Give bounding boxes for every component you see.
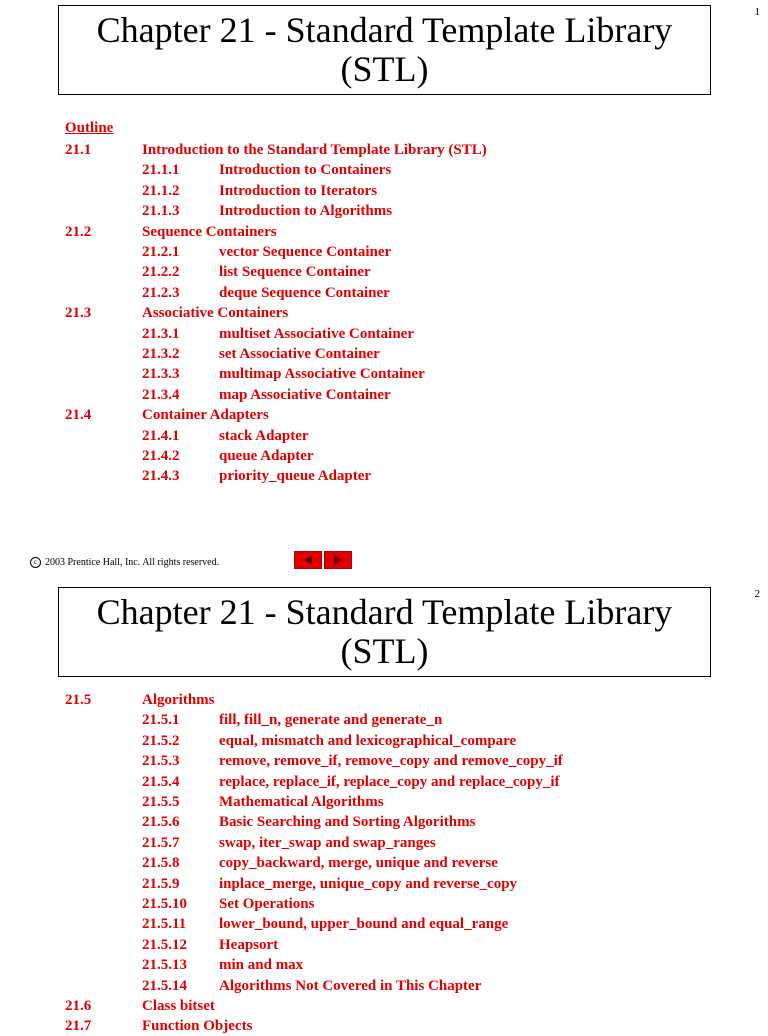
- toc-number: 21.5.2: [142, 732, 180, 749]
- triangle-left-icon: [304, 555, 312, 565]
- toc-label: Class bitset: [142, 998, 215, 1014]
- toc-label: Function Objects: [142, 1018, 253, 1035]
- toc-subsection[interactable]: [0, 201, 768, 221]
- toc-label: multiset Associative Container: [219, 325, 414, 342]
- toc-number: 21.2: [65, 223, 92, 240]
- page-number: 2: [754, 588, 760, 600]
- toc-subsection[interactable]: [0, 181, 768, 201]
- toc-number: 21.5.8: [142, 855, 180, 872]
- title-line-2: (STL): [340, 631, 429, 671]
- title-box: [58, 587, 711, 677]
- toc-label: Introduction to Iterators: [219, 182, 378, 199]
- toc-label: inplace_merge, unique_copy and reverse_copy: [219, 875, 518, 892]
- toc-number: 21.3.1: [142, 325, 180, 342]
- toc-label: Sequence Containers: [142, 223, 277, 240]
- next-slide-button[interactable]: [324, 551, 352, 569]
- toc-number: 21.5.13: [142, 957, 187, 974]
- toc-number: 21.5.5: [142, 794, 180, 810]
- toc-label: Associative Containers: [142, 305, 289, 322]
- toc-label: Introduction to Containers: [219, 162, 392, 179]
- toc-label: Introduction to the Standard Template Library (STL): [142, 142, 487, 158]
- toc-label: copy_backward, merge, unique and reverse: [219, 855, 498, 872]
- toc-number: 21.5.9: [142, 875, 180, 892]
- toc-number: 21.5.1: [142, 712, 180, 729]
- toc-label: replace, replace_if, replace_copy and replace_copy_if: [219, 773, 560, 790]
- toc-number: 21.4: [65, 407, 92, 424]
- toc-number: 21.2.1: [142, 244, 180, 260]
- toc-number: 21.5.14: [142, 977, 187, 994]
- toc-number: 21.1.1: [142, 162, 180, 179]
- toc-number: 21.1: [65, 142, 92, 158]
- toc-label: min and max: [219, 957, 304, 974]
- toc-number: 21.4.1: [142, 427, 180, 444]
- toc-section[interactable]: [0, 140, 768, 160]
- toc-label: swap, iter_swap and swap_ranges: [219, 834, 436, 851]
- toc-number: 21.5.7: [142, 834, 180, 851]
- toc-label: priority_queue Adapter: [219, 468, 372, 485]
- toc-subsection[interactable]: [0, 935, 768, 955]
- toc-subsection[interactable]: [0, 976, 768, 996]
- toc-number: 21.5.3: [142, 753, 180, 770]
- toc-number: 21.1.3: [142, 203, 180, 220]
- toc-label: map Associative Container: [219, 386, 391, 403]
- toc-section[interactable]: [0, 405, 768, 425]
- toc-number: 21.5: [65, 692, 92, 708]
- toc-number: 21.7: [65, 1018, 92, 1035]
- toc-subsection[interactable]: [0, 364, 768, 384]
- toc-number: 21.3.2: [142, 346, 180, 362]
- toc-label: Mathematical Algorithms: [219, 794, 384, 810]
- toc-subsection[interactable]: [0, 344, 768, 364]
- toc-label: set Associative Container: [219, 346, 380, 362]
- title-line-1: Chapter 21 - Standard Template Library: [96, 592, 673, 632]
- toc-number: 21.5.6: [142, 814, 180, 831]
- toc-label: remove, remove_if, remove_copy and remove_copy_if: [219, 753, 563, 770]
- toc-label: Algorithms Not Covered in This Chapter: [219, 977, 482, 994]
- toc-number: 21.2.2: [142, 264, 180, 281]
- toc-number: 21.5.10: [142, 896, 187, 912]
- previous-slide-button[interactable]: [294, 551, 322, 569]
- toc-subsection[interactable]: [0, 894, 768, 914]
- toc-number: 21.1.2: [142, 182, 180, 199]
- toc-subsection[interactable]: [0, 283, 768, 303]
- toc-label: deque Sequence Container: [219, 284, 390, 301]
- toc-subsection[interactable]: [0, 833, 768, 853]
- toc-section[interactable]: [0, 996, 768, 1016]
- toc-label: equal, mismatch and lexicographical_compare: [219, 732, 517, 749]
- toc-number: 21.5.11: [142, 916, 187, 933]
- toc-subsection[interactable]: [0, 160, 768, 180]
- page-number: 1: [754, 6, 760, 18]
- toc-label: Heapsort: [219, 936, 279, 953]
- toc-subsection[interactable]: [0, 955, 768, 975]
- toc-subsection[interactable]: [0, 772, 768, 792]
- toc-label: list Sequence Container: [219, 264, 371, 281]
- toc-label: Set Operations: [219, 896, 315, 912]
- slide-title: [97, 11, 673, 89]
- toc-subsection[interactable]: [0, 324, 768, 344]
- toc-number: 21.3: [65, 305, 92, 322]
- toc-section[interactable]: [0, 690, 768, 710]
- toc-label: Container Adapters: [142, 407, 269, 424]
- toc-number: 21.5.4: [142, 773, 180, 790]
- toc-label: vector Sequence Container: [219, 244, 392, 260]
- toc-subsection[interactable]: [0, 731, 768, 751]
- slide-2: [0, 582, 768, 1035]
- toc-subsection[interactable]: [0, 874, 768, 894]
- title-line-2: (STL): [340, 49, 429, 89]
- toc-number: 21.4.2: [142, 448, 180, 464]
- toc-subsection[interactable]: [0, 914, 768, 934]
- toc-label: Introduction to Algorithms: [219, 203, 393, 220]
- toc-subsection[interactable]: [0, 242, 768, 262]
- toc-label: fill, fill_n, generate and generate_n: [219, 712, 443, 729]
- toc-subsection[interactable]: [0, 792, 768, 812]
- toc-subsection[interactable]: [0, 812, 768, 832]
- toc-section[interactable]: [0, 1016, 768, 1036]
- toc-label: stack Adapter: [219, 427, 309, 444]
- toc-subsection[interactable]: [0, 446, 768, 466]
- toc-section[interactable]: [0, 222, 768, 242]
- toc-subsection[interactable]: [0, 751, 768, 771]
- toc-label: multimap Associative Container: [219, 366, 425, 383]
- toc-subsection[interactable]: [0, 426, 768, 446]
- footer: [30, 557, 219, 568]
- toc-subsection[interactable]: [0, 710, 768, 730]
- footer-text: 2003 Prentice Hall, Inc. All rights reserved.: [45, 557, 220, 568]
- toc-number: 21.5.12: [142, 936, 187, 953]
- toc-subsection[interactable]: [0, 385, 768, 405]
- toc-label: Algorithms: [142, 692, 215, 708]
- copyright-icon: c: [30, 557, 41, 568]
- title-box: [58, 5, 711, 95]
- toc-label: lower_bound, upper_bound and equal_range: [219, 916, 509, 933]
- toc-subsection[interactable]: [0, 262, 768, 282]
- toc-label: queue Adapter: [219, 448, 314, 464]
- slide-navigation: [294, 551, 352, 569]
- toc-subsection[interactable]: [0, 466, 768, 486]
- toc-section[interactable]: [0, 303, 768, 323]
- toc-number: 21.6: [65, 998, 92, 1014]
- toc-number: 21.2.3: [142, 284, 180, 301]
- slide-title: [97, 593, 673, 671]
- toc-number: 21.3.4: [142, 386, 180, 403]
- toc-number: 21.3.3: [142, 366, 180, 383]
- toc-label: Basic Searching and Sorting Algorithms: [219, 814, 476, 831]
- outline-link[interactable]: Outline: [65, 120, 114, 136]
- toc-number: 21.4.3: [142, 468, 180, 485]
- toc-subsection[interactable]: [0, 853, 768, 873]
- title-line-1: Chapter 21 - Standard Template Library: [96, 10, 673, 50]
- triangle-right-icon: [334, 555, 342, 565]
